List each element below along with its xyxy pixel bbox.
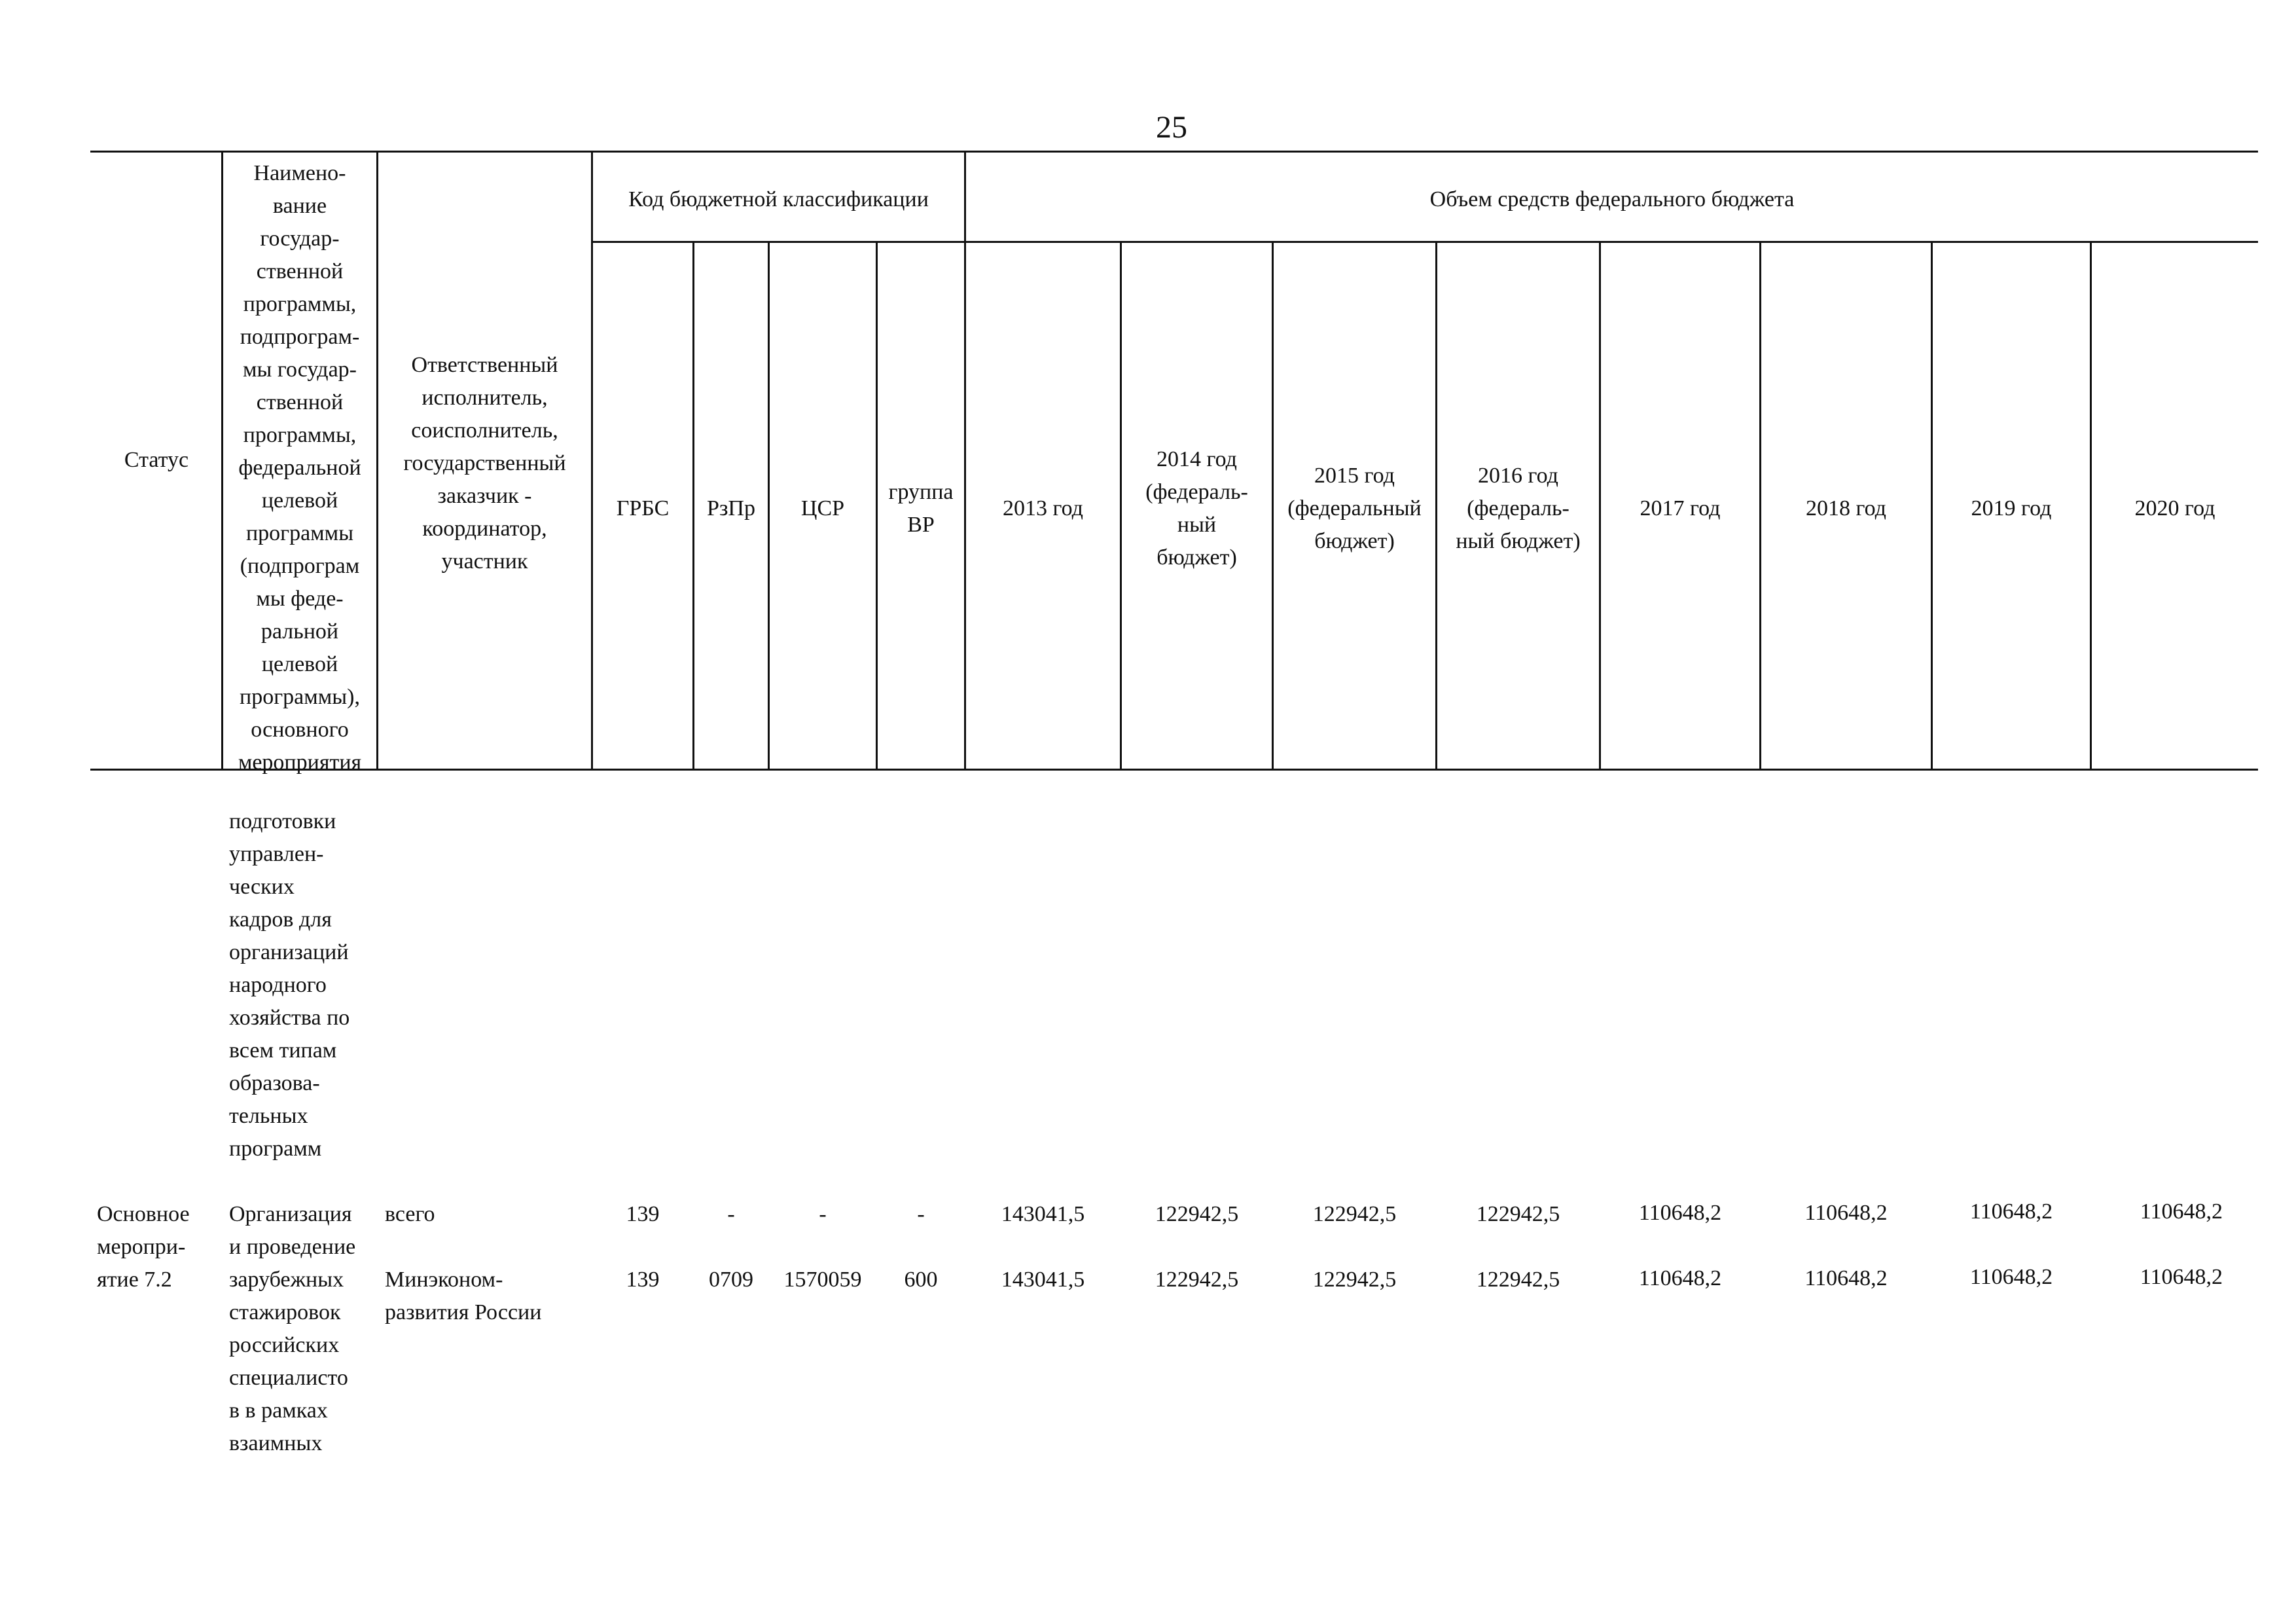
- col-divider: [964, 151, 966, 771]
- header-year-2016: 2016 год (федераль- ный бюджет): [1456, 464, 1581, 553]
- cell-rzpr: 0709: [709, 1267, 753, 1292]
- header-csr: ЦСР: [800, 496, 845, 520]
- cell-2019: 110648,2: [1969, 1265, 2053, 1289]
- header-responsible: Ответственный исполнитель, соисполнитель, государственный заказчик - координатор, участник: [403, 353, 566, 574]
- header-year-2017: 2017 год: [1640, 496, 1721, 520]
- page-number: 25: [1156, 110, 1187, 145]
- header-year-2013: 2013 год: [1003, 496, 1083, 520]
- header-bottom-rule: [90, 769, 2258, 771]
- header-year-2019: 2019 год: [1971, 496, 2052, 520]
- header-year-2020: 2020 год: [2134, 496, 2215, 520]
- event-name: Организация и проведение зарубежных стажировок российских специалисто в в рамках взаимных: [229, 1202, 356, 1455]
- header-budget-code: Код бюджетной классификации: [628, 187, 929, 211]
- cell-csr: -: [819, 1202, 827, 1226]
- cell-2013: 143041,5: [1001, 1202, 1085, 1226]
- col-divider: [591, 151, 593, 771]
- cell-vr: 600: [904, 1267, 938, 1292]
- header-year-2015: 2015 год (федеральный бюджет): [1287, 464, 1422, 553]
- event-status: Основное меропри- ятие 7.2: [97, 1202, 190, 1292]
- cell-2018: 110648,2: [1804, 1266, 1888, 1290]
- header-top-rule: [90, 151, 2258, 153]
- continuation-text: подготовки управлен- ческих кадров для организаций народного хозяйства по всем типам образова- тельных программ: [229, 809, 350, 1161]
- cell-grbs: 139: [626, 1267, 660, 1292]
- cell-2019: 110648,2: [1969, 1199, 2053, 1224]
- header-federal-volume: Объем средств федерального бюджета: [1429, 187, 1795, 211]
- header-year-2014: 2014 год (федераль- ный бюджет): [1145, 447, 1248, 570]
- cell-2017: 110648,2: [1638, 1266, 1722, 1290]
- header-status: Статус: [124, 448, 189, 472]
- cell-2016: 122942,5: [1476, 1202, 1560, 1226]
- cell-2018: 110648,2: [1804, 1201, 1888, 1225]
- cell-2017: 110648,2: [1638, 1201, 1722, 1225]
- cell-2014: 122942,5: [1155, 1267, 1239, 1292]
- cell-vr: -: [917, 1202, 925, 1226]
- cell-rzpr: -: [727, 1202, 735, 1226]
- cell-2015: 122942,5: [1312, 1267, 1397, 1292]
- cell-2014: 122942,5: [1155, 1202, 1239, 1226]
- row-responsible: Минэконом- развития России: [385, 1267, 542, 1324]
- header-mid-rule: [591, 241, 2258, 243]
- row-responsible: всего: [385, 1202, 435, 1226]
- cell-2015: 122942,5: [1312, 1202, 1397, 1226]
- cell-2020: 110648,2: [2140, 1199, 2223, 1224]
- header-program-name: Наимено- вание государ- ственной программы, подпрограм- мы государ- ственной программы, федеральной целевой программы (подпрограм мы феде- ральной целевой программы), основного мероприятия: [238, 161, 362, 775]
- cell-grbs: 139: [626, 1202, 660, 1226]
- header-rzpr: РзПр: [707, 496, 755, 520]
- header-year-2018: 2018 год: [1806, 496, 1886, 520]
- cell-2016: 122942,5: [1476, 1267, 1560, 1292]
- header-vr: группа ВР: [888, 480, 954, 537]
- cell-2013: 143041,5: [1001, 1267, 1085, 1292]
- header-grbs: ГРБС: [616, 496, 670, 520]
- cell-2020: 110648,2: [2140, 1265, 2223, 1289]
- cell-csr: 1570059: [783, 1267, 862, 1292]
